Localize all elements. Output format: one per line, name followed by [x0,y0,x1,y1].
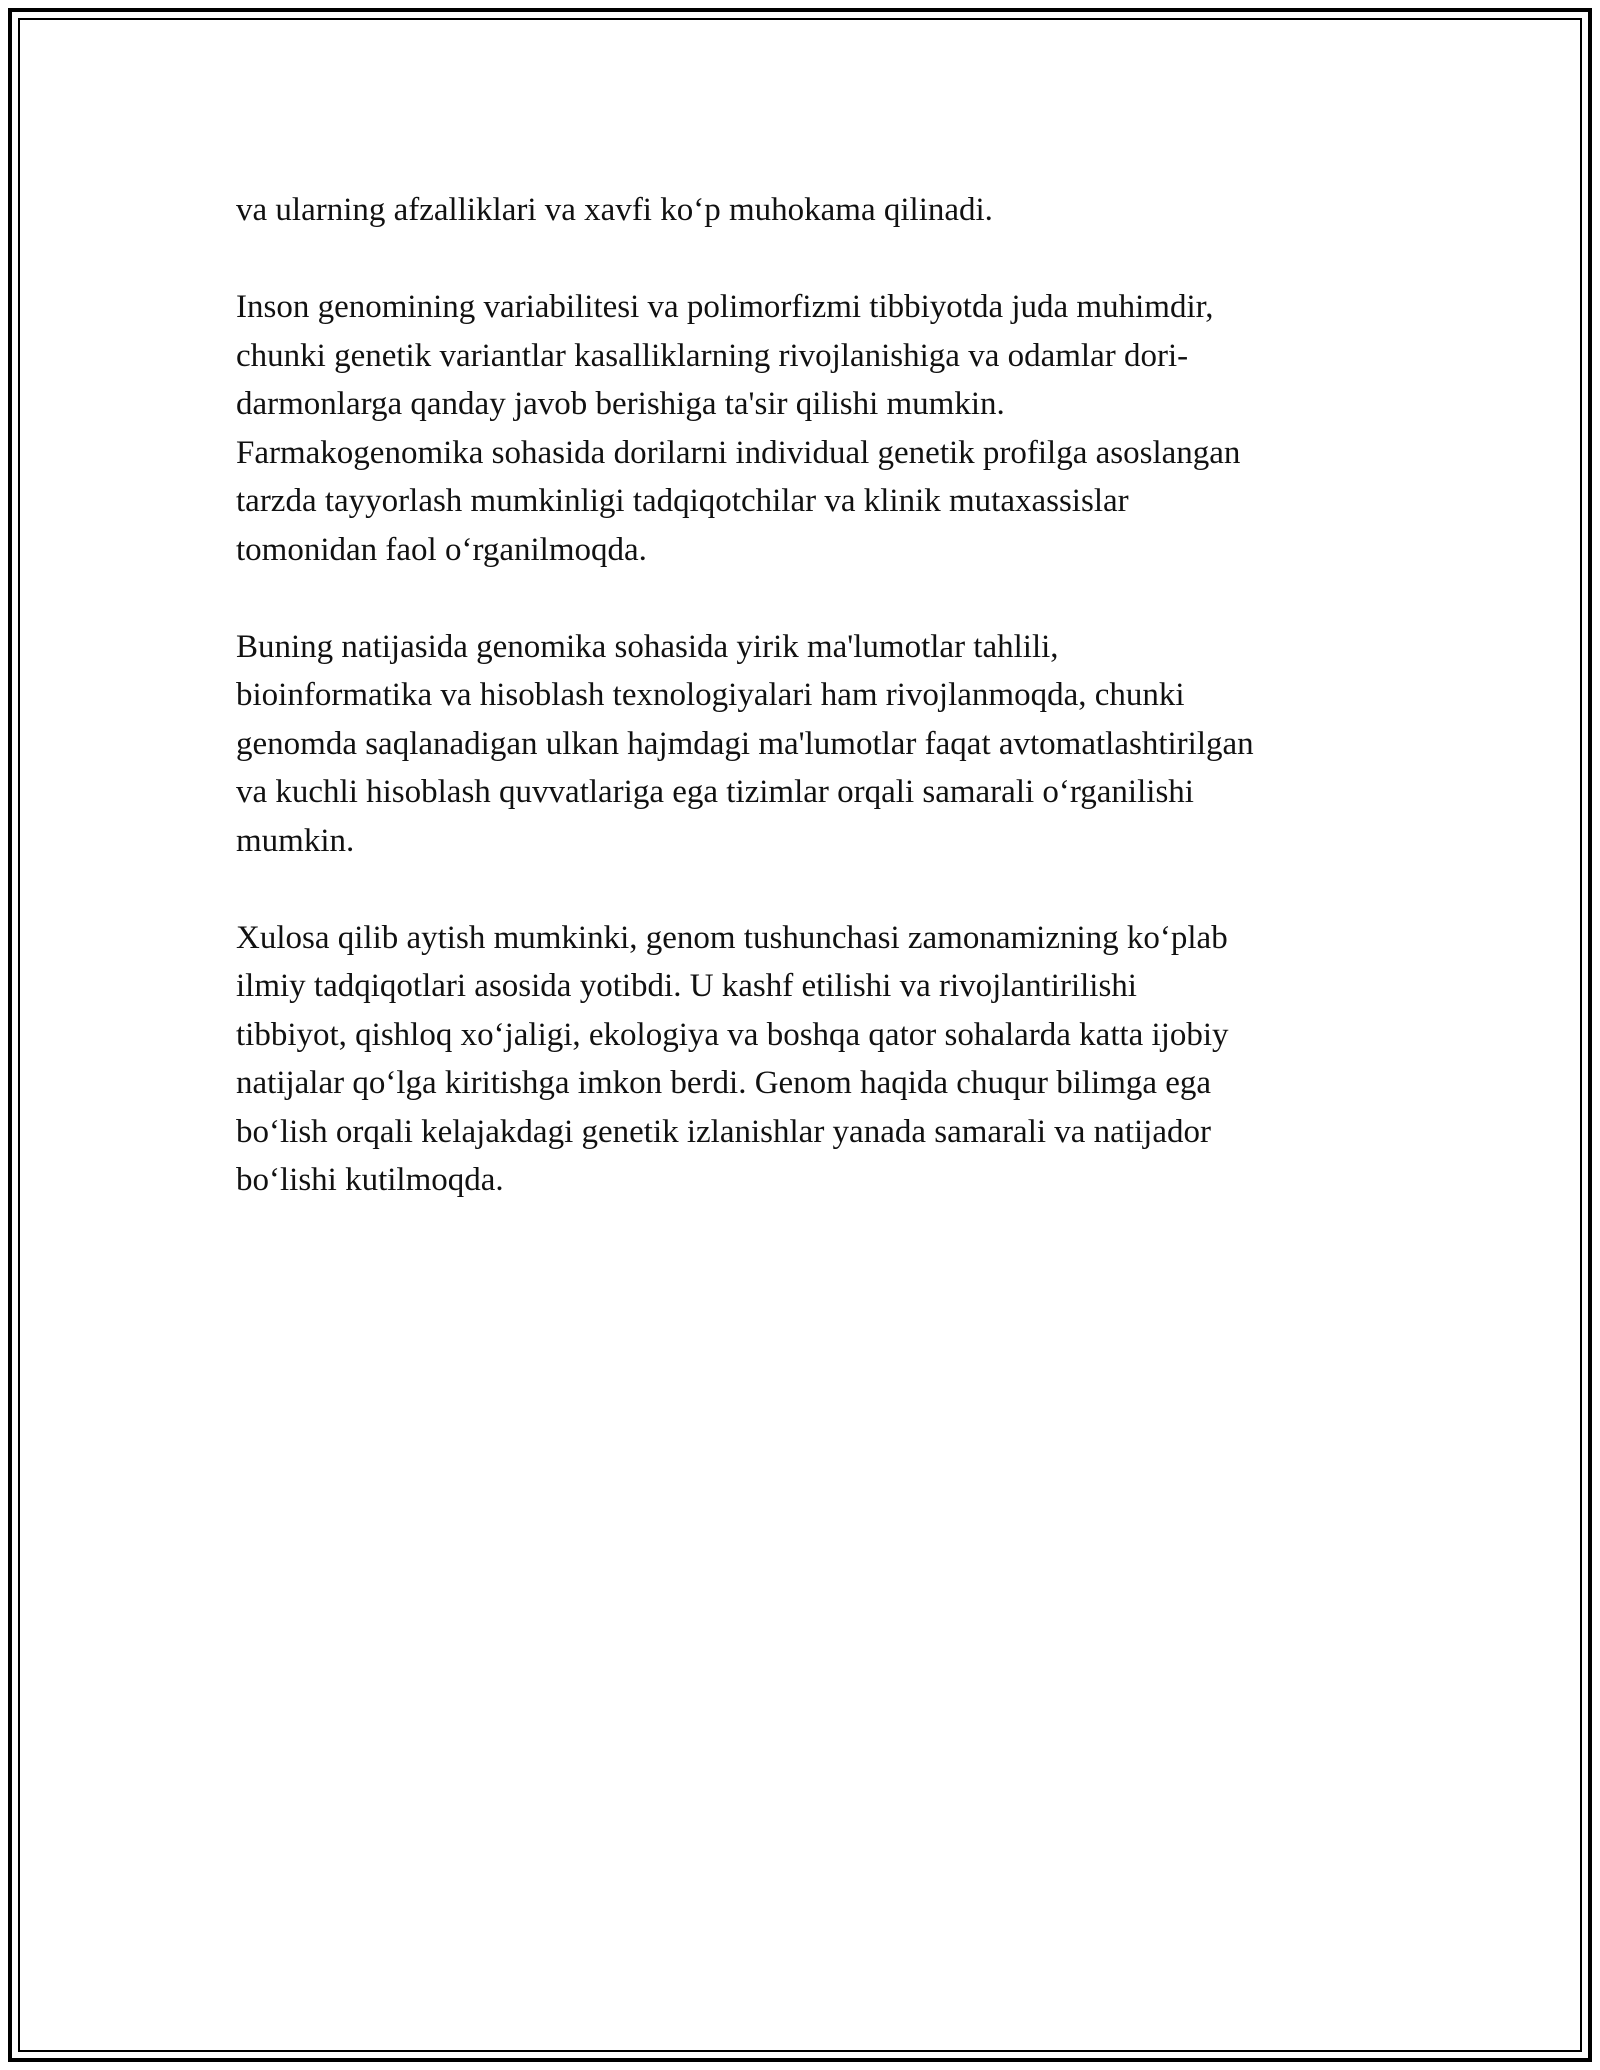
paragraph-line: bo‘lish orqali kelajakdagi genetik izlanishlar yanada samarali va natijador [236,1113,1211,1150]
paragraph-line: va ularning afzalliklari va xavfi ko‘p muhokama qilinadi. [236,192,993,228]
paragraph-line: tibbiyot, qishloq xo‘jaligi, ekologiya va boshqa qator sohalarda katta ijobiy [236,1016,1229,1053]
paragraph-line: tarzda tayyorlash mumkinligi tadqiqotchilar va klinik mutaxassislar [236,483,1129,519]
paragraph-line: genomda saqlanadigan ulkan hajmdagi ma'lumotlar faqat avtomatlashtirilgan [236,725,1254,762]
paragraph-line: Inson genomining variabilitesi va polimorfizmi tibbiyotda juda muhimdir, [236,289,1214,325]
paragraph-line: va kuchli hisoblash quvvatlariga ega tizimlar orqali samarali o‘rganilishi [236,774,1194,810]
paragraph-line: ilmiy tadqiqotlari asosida yotibdi. U kashf etilishi va rivojlantirilishi [236,968,1137,1004]
paragraph-line: Buning natijasida genomika sohasida yirik ma'lumotlar tahlili, [236,628,1059,665]
paragraph-line: bioinformatika va hisoblash texnologiyalari ham rivojlanmoqda, chunki [236,677,1185,713]
paragraph-line: chunki genetik variantlar kasalliklarning rivojlanishiga va odamlar dori- [236,337,1189,374]
paragraph-3 [236,623,1366,866]
paragraph-line: darmonlarga qanday javob berishiga ta'sir qilishi mumkin. [236,386,1005,422]
paragraph-2 [236,283,1366,574]
paragraph-line: natijalar qo‘lga kiritishga imkon berdi. Genom haqida chuqur bilimga ega [236,1065,1212,1101]
document-body [236,186,1366,1253]
paragraph-line: Farmakogenomika sohasida dorilarni individual genetik profilga asoslangan [236,434,1241,471]
paragraph-line: Xulosa qilib aytish mumkinki, genom tushunchasi zamonamizning ko‘plab [236,919,1228,956]
paragraph-4 [236,914,1366,1205]
paragraph-1 [236,186,1366,235]
paragraph-line: mumkin. [236,822,355,859]
paragraph-line: tomonidan faol o‘rganilmoqda. [236,531,647,568]
paragraph-line: bo‘lishi kutilmoqda. [236,1162,504,1198]
